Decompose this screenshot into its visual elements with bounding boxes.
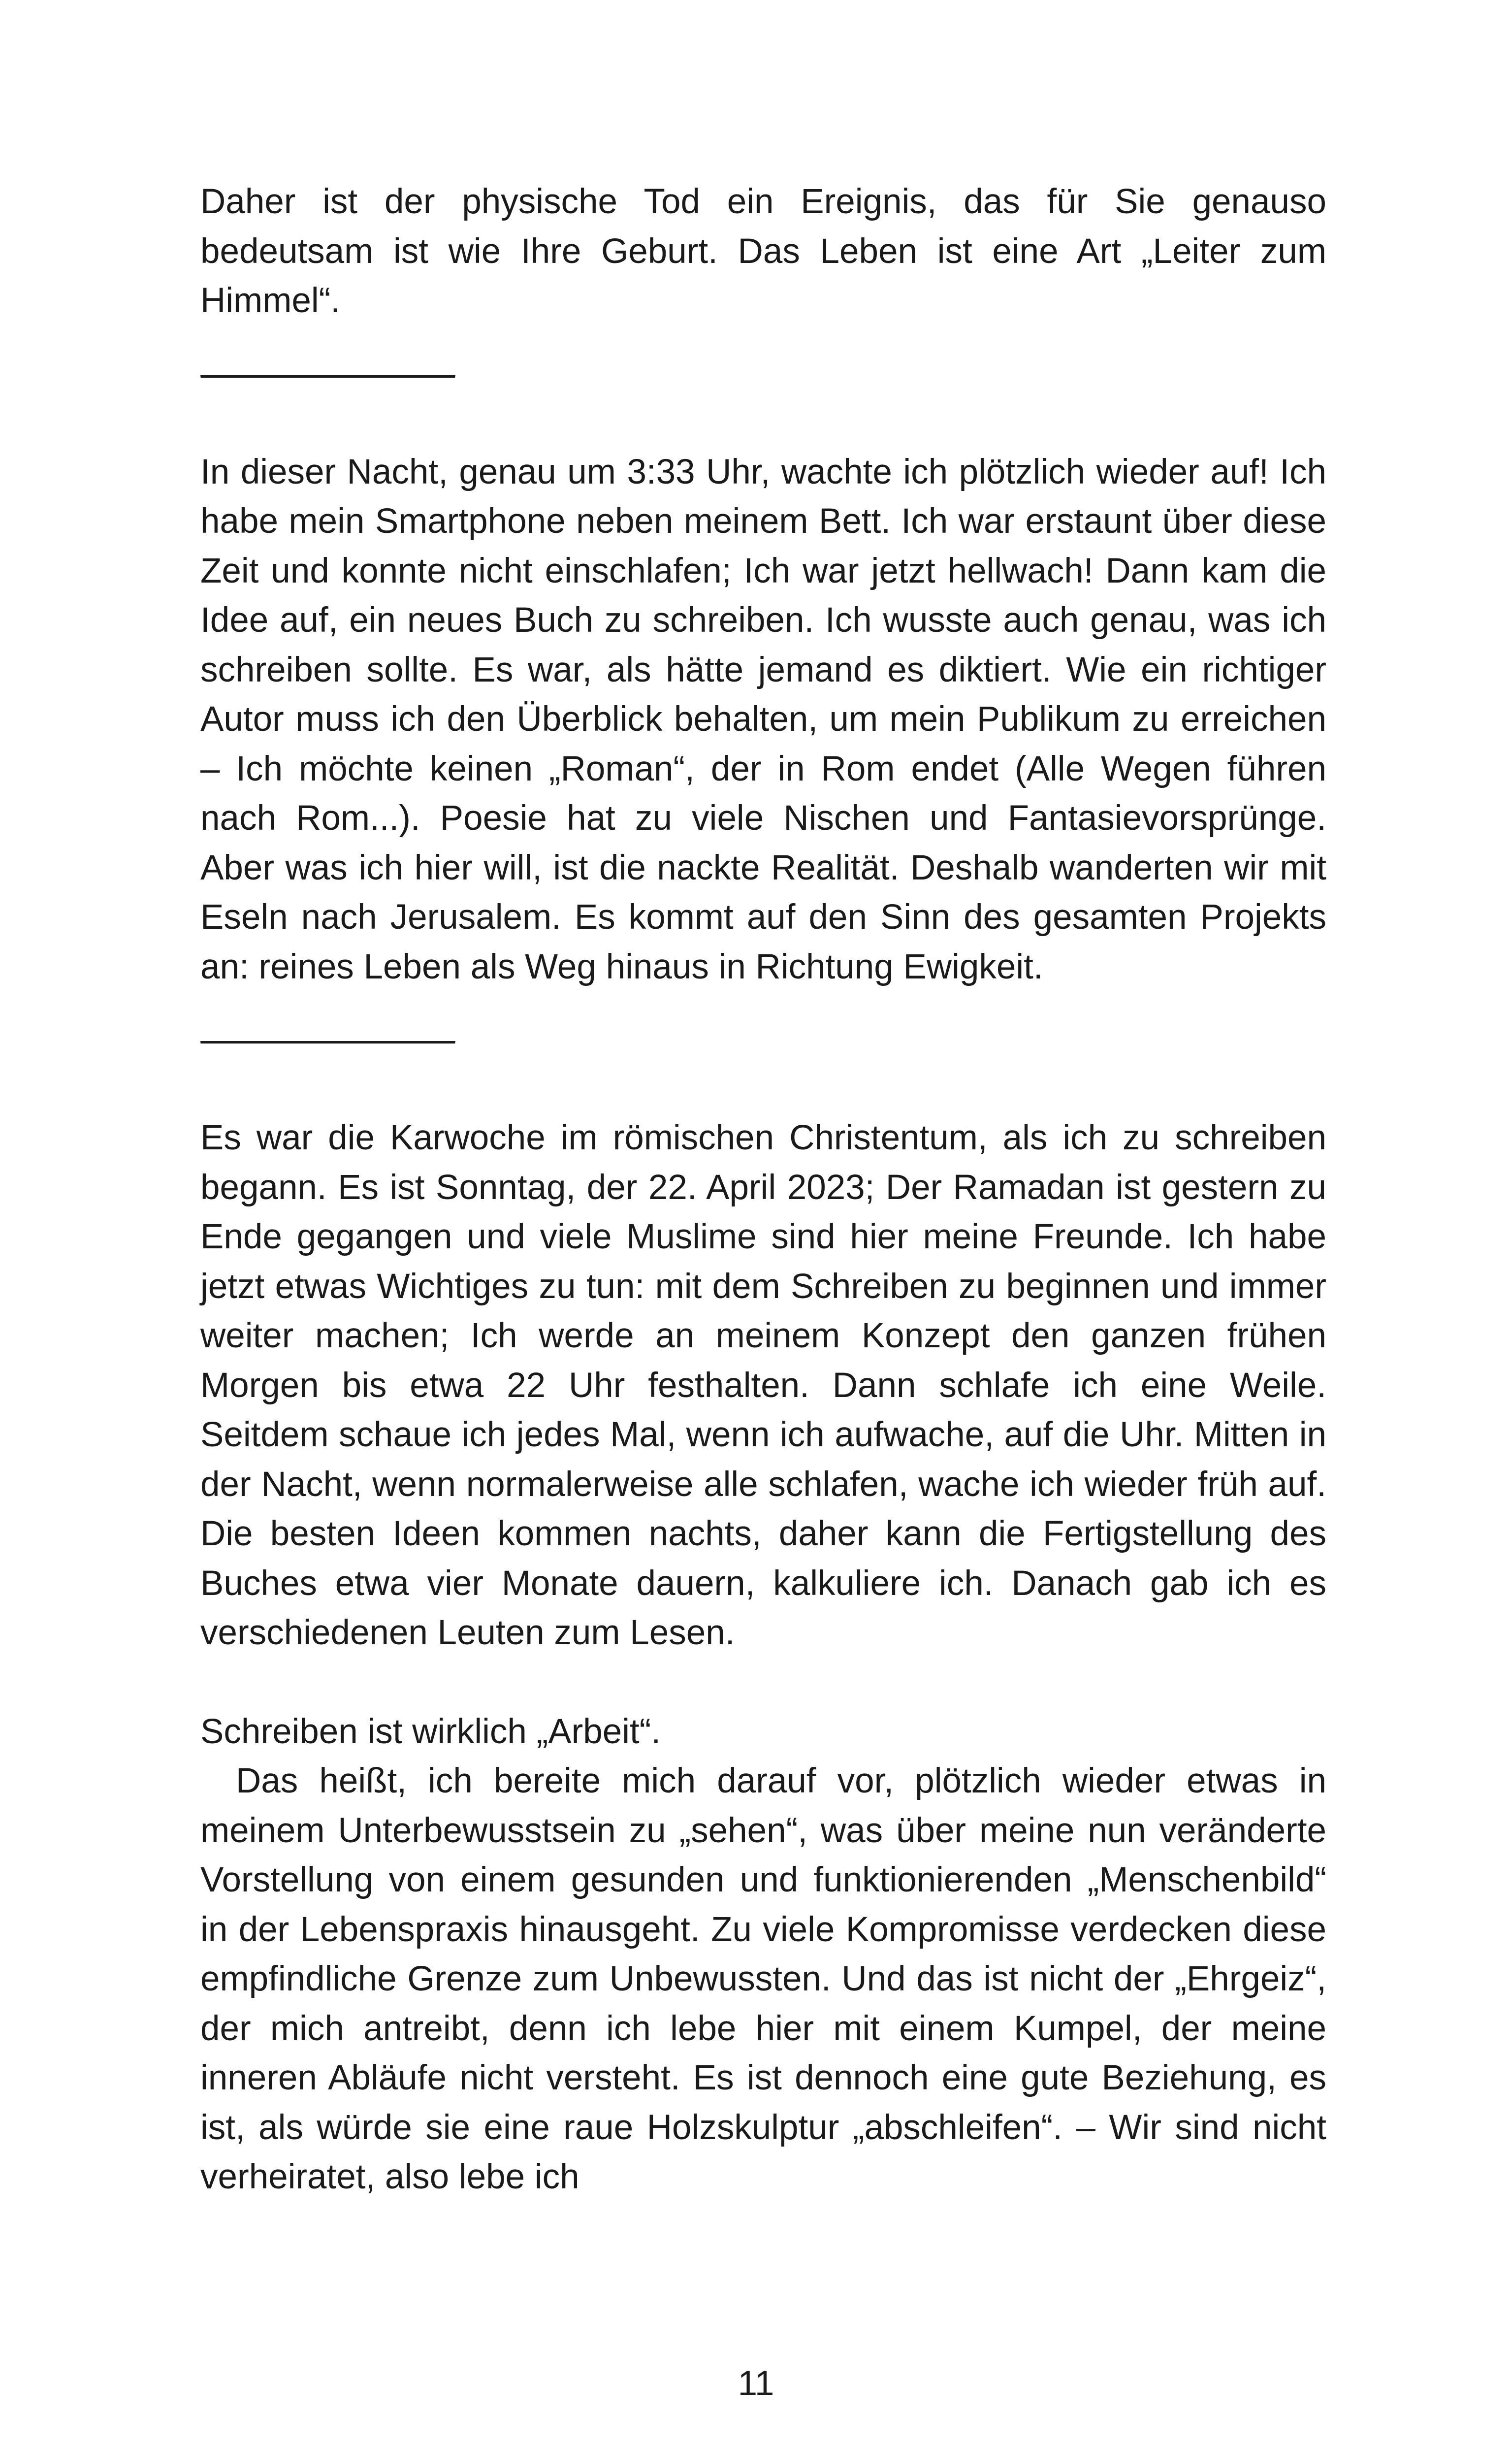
- spacer: [200, 326, 1326, 375]
- paragraph-subconscious: Das heißt, ich bereite mich darauf vor, plötzlich wieder etwas in meinem Unterbewusstsein zu „sehen“, was über meine nun veränderte Vorstellung von einem gesunden und funktionierenden „Menschenbild“ in der Lebenspraxis hinausgeht. Zu viele Kompromisse verdecken diese empfindliche Grenze zum Unbewussten. Und das ist nicht der „Ehrgeiz“, der mich antreibt, denn ich lebe hier mit einem Kumpel, der meine inneren Abläufe nicht versteht. Es ist dennoch eine gute Beziehung, es ist, als würde sie eine raue Holzskulptur „abschleifen“. – Wir sind nicht verheiratet, also lebe ich: [200, 1761, 1326, 2196]
- spacer: [200, 992, 1326, 1041]
- paragraph-night-333: In dieser Nacht, genau um 3:33 Uhr, wachte ich plötzlich wieder auf! Ich habe mein Smartphone neben meinem Bett. Ich war erstaunt über diese Zeit und konnte nicht einschlafen; Ich war jetzt hellwach! Dann kam die Idee auf, ein neues Buch zu schreiben. Ich wusste auch genau, was ich schreiben sollte. Es war, als hätte jemand es diktiert. Wie ein richtiger Autor muss ich den Überblick behalten, um mein Publikum zu erreichen – Ich möchte keinen „Roman“, der in Rom endet (Alle Wegen führen nach Rom...). Poesie hat zu viele Nischen und Fantasievorsprünge. Aber was ich hier will, ist die nackte Realität. Deshalb wanderten wir mit Eseln nach Jerusalem. Es kommt auf den Sinn des gesamten Projekts an: reines Leben als Weg hinaus in Richtung Ewigkeit.: [200, 452, 1326, 986]
- paragraph-physical-death: Daher ist der physische Tod ein Ereignis, das für Sie genauso bedeutsam ist wie Ihre Geburt. Das Leben ist eine Art „Leiter zum Himmel“.: [200, 182, 1326, 320]
- page-number: 11: [738, 2364, 774, 2403]
- spacer: [200, 1044, 1326, 1113]
- paragraph-writing-is-work: Schreiben ist wirklich „Arbeit“.: [200, 1712, 661, 1751]
- paragraph-holy-week: Es war die Karwoche im römischen Christentum, als ich zu schreiben begann. Es ist Sonntag, der 22. April 2023; Der Ramadan ist gestern zu Ende gegangen und viele Muslime sind hier meine Freunde. Ich habe jetzt etwas Wichtiges zu tun: mit dem Schreiben zu beginnen und immer weiter machen; Ich werde an meinem Konzept den ganzen frühen Morgen bis etwa 22 Uhr festhalten. Dann schlafe ich eine Weile. Seitdem schaue ich jedes Mal, wenn ich aufwache, auf die Uhr. Mitten in der Nacht, wenn normalerweise alle schlafen, wache ich wieder früh auf. Die besten Ideen kommen nachts, daher kann die Fertigstellung des Buches etwa vier Monate dauern, kalkuliere ich. Danach gab ich es verschiedenen Leuten zum Lesen.: [200, 1118, 1326, 1652]
- spacer: [200, 1658, 1326, 1707]
- spacer: [200, 378, 1326, 448]
- body-text: [200, 177, 1326, 2202]
